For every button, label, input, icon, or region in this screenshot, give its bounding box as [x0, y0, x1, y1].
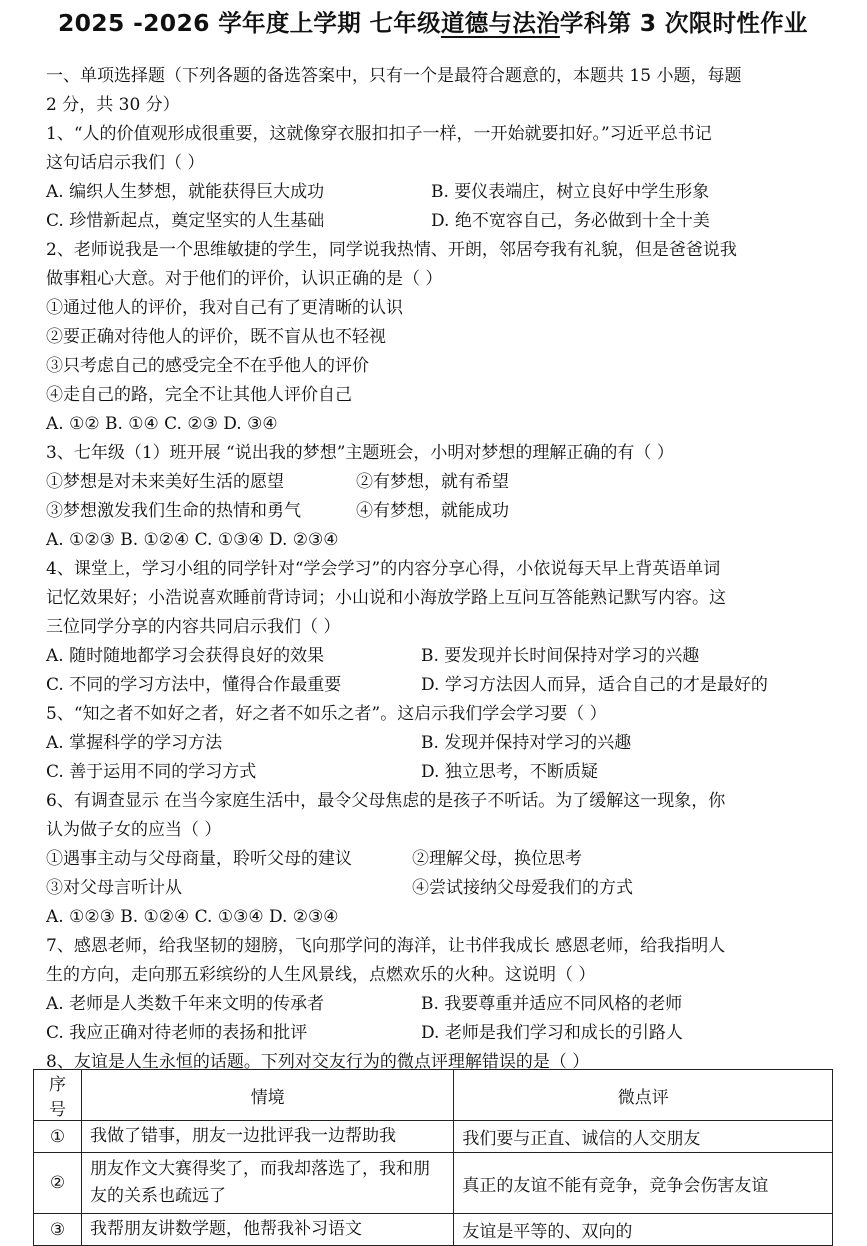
table-row [34, 1214, 833, 1246]
q1-stem-line1: 1、“人的价值观形成很重要，这就像穿衣服扣扣子一样，一开始就要扣好。”习近平总书记 [46, 124, 712, 144]
q2-stem-line1: 2、老师说我是一个思维敏捷的学生，同学说我热情、开朗，邻居夸我有礼貌，但是爸爸说我 [46, 240, 737, 260]
q7-stem-line2: 生的方向，走向那五彩缤纷的人生风景线，点燃欢乐的火种。这说明（ ） [46, 965, 596, 985]
q7-options-cd [46, 1019, 836, 1048]
title-subject: 道德与法治 [440, 9, 560, 37]
q4-options-ab [46, 642, 836, 671]
q2-stem-line2: 做事粗心大意。对于他们的评价，认识正确的是（ ） [46, 269, 443, 289]
q1-option-d: D. 绝不宽容自己，务必做到十全十美 [431, 211, 710, 231]
section-heading-line1: 一、单项选择题（下列各题的备选答案中，只有一个是最符合题意的，本题共 15 小题，每题 [46, 66, 742, 86]
table-header-situation: 情境 [81, 1070, 453, 1121]
row-situation: 我帮朋友讲数学题，他帮我补习语文 [81, 1214, 453, 1246]
table-header-number: 序号 [34, 1070, 82, 1121]
q5-stem: 5、“知之者不如好之者，好之者不如乐之者”。这启示我们学会学习要（ ） [46, 704, 607, 724]
table-row [34, 1121, 833, 1153]
q4-option-d: D. 学习方法因人而异，适合自己的才是最好的 [421, 675, 768, 695]
q8-stem: 8、友谊是人生永恒的话题。下列对交友行为的微点评理解错误的是（ ） [46, 1052, 590, 1072]
q6-stem-line1: 6、有调查显示 在当今家庭生活中，最令父母焦虑的是孩子不听话。为了缓解这一现象，你 [46, 791, 726, 811]
table-header-row [34, 1070, 833, 1121]
q3-statements-12 [46, 468, 836, 497]
q6-statement-2: ②理解父母，换位思考 [412, 849, 582, 869]
table-row [34, 1153, 833, 1214]
q2-statement-3: ③只考虑自己的感受完全不在乎他人的评价 [46, 356, 369, 376]
q3-statements-34 [46, 497, 836, 526]
q3-options: A. ①②③ B. ①②④ C. ①③④ D. ②③④ [46, 530, 339, 550]
q6-statement-4: ④尝试接纳父母爱我们的方式 [412, 878, 633, 898]
q7-option-d: D. 老师是我们学习和成长的引路人 [421, 1023, 683, 1043]
row-comment: 我们要与正直、诚信的人交朋友 [454, 1121, 833, 1153]
q5-option-c: C. 善于运用不同的学习方式 [46, 762, 257, 782]
row-number: ② [34, 1153, 82, 1214]
q1-option-a: A. 编织人生梦想，就能获得巨大成功 [46, 182, 325, 202]
section-heading-line2: 2 分，共 30 分） [46, 95, 180, 115]
q7-option-a: A. 老师是人类数千年来文明的传承者 [46, 994, 325, 1014]
row-situation: 我做了错事，朋友一边批评我一边帮助我 [81, 1121, 453, 1153]
q3-stem: 3、七年级（1）班开展 “说出我的梦想”主题班会，小明对梦想的理解正确的有（ ） [46, 443, 674, 463]
q2-statement-4: ④走自己的路，完全不让其他人评价自己 [46, 385, 352, 405]
q1-stem-line2: 这句话启示我们（ ） [46, 153, 205, 173]
q7-options-ab [46, 990, 836, 1019]
q5-option-d: D. 独立思考，不断质疑 [421, 762, 598, 782]
q1-options-cd [46, 207, 836, 236]
q3-statement-4: ④有梦想，就能成功 [356, 501, 509, 521]
friendship-table [33, 1069, 833, 1246]
q6-statement-3: ③对父母言听计从 [46, 878, 182, 898]
q5-option-b: B. 发现并保持对学习的兴趣 [421, 733, 632, 753]
q4-option-c: C. 不同的学习方法中，懂得合作最重要 [46, 675, 342, 695]
q5-options-cd [46, 758, 836, 787]
document-title [0, 0, 867, 42]
row-comment: 真正的友谊不能有竞争，竞争会伤害友谊 [454, 1153, 833, 1214]
q1-options-ab [46, 178, 836, 207]
q3-statement-3: ③梦想激发我们生命的热情和勇气 [46, 501, 301, 521]
q7-option-b: B. 我要尊重并适应不同风格的老师 [421, 994, 683, 1014]
q6-statements-12 [46, 845, 836, 874]
question-content [46, 62, 836, 1077]
q7-option-c: C. 我应正确对待老师的表扬和批评 [46, 1023, 308, 1043]
q6-statements-34 [46, 874, 836, 903]
q6-stem-line2: 认为做子女的应当（ ） [46, 820, 222, 840]
title-part1: 2025 -2026 学年度上学期 七年级 [58, 9, 441, 37]
q6-statement-1: ①遇事主动与父母商量，聆听父母的建议 [46, 849, 352, 869]
q3-statement-2: ②有梦想，就有希望 [356, 472, 509, 492]
title-part2: 学科第 3 次限时性作业 [559, 9, 808, 37]
q1-option-b: B. 要仪表端庄，树立良好中学生形象 [431, 182, 710, 202]
row-comment: 友谊是平等的、双向的 [454, 1214, 833, 1246]
q4-stem-line3: 三位同学分享的内容共同启示我们（ ） [46, 617, 341, 637]
q4-stem-line2: 记忆效果好；小浩说喜欢睡前背诗词；小山说和小海放学路上互问互答能熟记默写内容。这 [46, 588, 726, 608]
row-number: ① [34, 1121, 82, 1153]
q5-options-ab [46, 729, 836, 758]
q2-statement-1: ①通过他人的评价，我对自己有了更清晰的认识 [46, 298, 403, 318]
table-header-comment: 微点评 [454, 1070, 833, 1121]
q4-option-b: B. 要发现并长时间保持对学习的兴趣 [421, 646, 700, 666]
q2-statement-2: ②要正确对待他人的评价，既不盲从也不轻视 [46, 327, 386, 347]
q7-stem-line1: 7、感恩老师，给我坚韧的翅膀，飞向那学问的海洋，让书伴我成长 感恩老师，给我指明人 [46, 936, 726, 956]
q4-stem-line1: 4、课堂上，学习小组的同学针对“学会学习”的内容分享心得，小依说每天早上背英语单词 [46, 559, 721, 579]
q2-options: A. ①② B. ①④ C. ②③ D. ③④ [46, 414, 278, 434]
row-situation: 朋友作文大赛得奖了，而我却落选了，我和朋友的关系也疏远了 [81, 1153, 453, 1214]
row-number: ③ [34, 1214, 82, 1246]
q5-option-a: A. 掌握科学的学习方法 [46, 733, 223, 753]
q1-option-c: C. 珍惜新起点，奠定坚实的人生基础 [46, 211, 325, 231]
q4-options-cd [46, 671, 836, 700]
q4-option-a: A. 随时随地都学习会获得良好的效果 [46, 646, 325, 666]
q6-options: A. ①②③ B. ①②④ C. ①③④ D. ②③④ [46, 907, 339, 927]
q3-statement-1: ①梦想是对未来美好生活的愿望 [46, 472, 284, 492]
